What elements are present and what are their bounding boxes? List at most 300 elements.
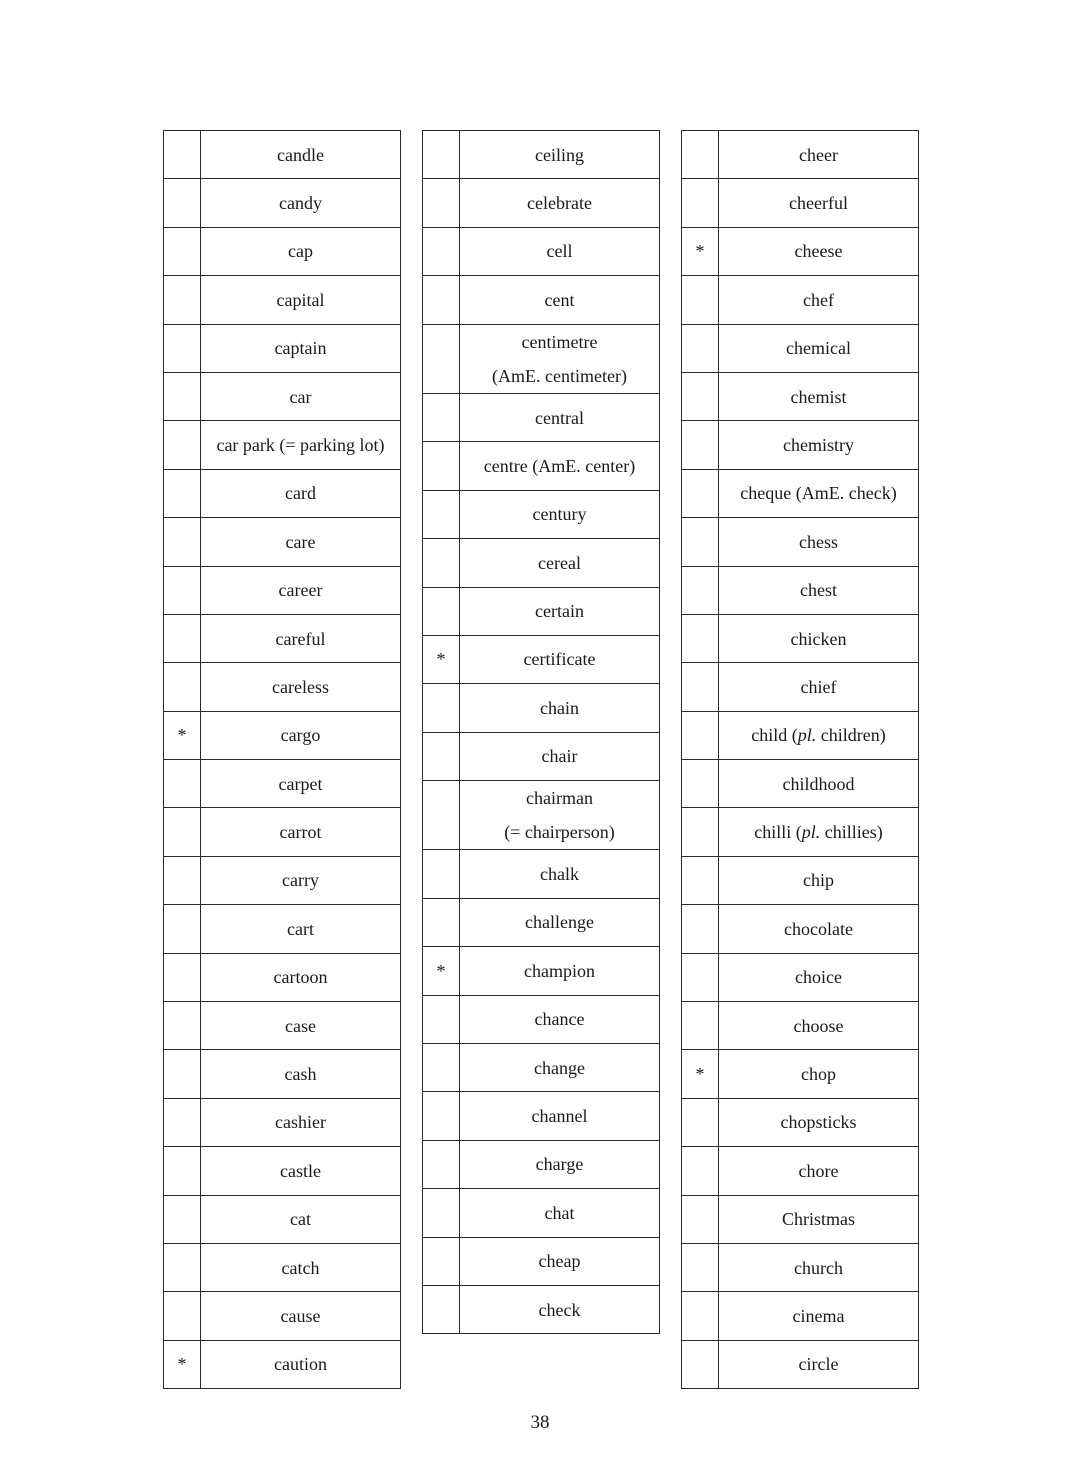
vocab-word-cell <box>719 1002 919 1050</box>
vocab-word-cell <box>460 1285 660 1333</box>
vocab-row <box>164 421 401 469</box>
vocab-row <box>682 469 919 517</box>
vocab-word: chess <box>799 531 838 552</box>
vocab-word-cell <box>719 760 919 808</box>
vocab-word: carrot <box>279 822 322 843</box>
vocab-row <box>682 1243 919 1291</box>
asterisk-mark-cell <box>164 614 201 662</box>
vocab-row <box>164 131 401 179</box>
vocab-row <box>164 711 401 759</box>
vocab-row <box>423 684 660 732</box>
vocab-row <box>682 1340 919 1388</box>
vocab-word: charge <box>535 1154 584 1175</box>
vocab-word-cell <box>460 898 660 946</box>
vocab-word: chef <box>803 289 834 310</box>
asterisk-mark-cell <box>423 1285 460 1333</box>
asterisk-mark-cell <box>423 684 460 732</box>
asterisk-mark-cell <box>423 850 460 898</box>
vocab-row <box>682 760 919 808</box>
vocab-word-cell <box>201 566 401 614</box>
asterisk-mark-cell <box>423 1140 460 1188</box>
vocab-word: change <box>534 1057 585 1078</box>
vocab-row <box>423 635 660 683</box>
vocab-word: centimetre <box>521 331 598 352</box>
vocab-word: cart <box>287 918 314 939</box>
vocab-word-cell <box>719 905 919 953</box>
asterisk-mark-cell <box>682 760 719 808</box>
asterisk-mark-cell <box>423 898 460 946</box>
asterisk-mark-cell: * <box>682 1050 719 1098</box>
vocab-word-cell <box>201 856 401 904</box>
asterisk-mark-cell <box>164 1243 201 1291</box>
asterisk-mark-cell: * <box>164 1340 201 1388</box>
asterisk-mark-cell <box>164 131 201 179</box>
asterisk-mark-cell <box>423 1237 460 1285</box>
vocab-word-cell <box>460 393 660 441</box>
vocab-row <box>682 421 919 469</box>
asterisk-mark-cell <box>423 227 460 275</box>
vocab-word: (AmE. centimeter) <box>492 365 627 386</box>
vocab-row <box>682 1050 919 1098</box>
vocab-word-cell <box>201 518 401 566</box>
vocab-word-cell <box>201 421 401 469</box>
vocab-row <box>423 539 660 587</box>
asterisk-mark-cell <box>682 1243 719 1291</box>
vocab-word: cinema <box>792 1305 845 1326</box>
vocab-word-cell <box>719 518 919 566</box>
vocab-word: ceiling <box>535 144 584 165</box>
vocab-row <box>682 953 919 1001</box>
vocab-word-cell <box>460 1189 660 1237</box>
asterisk-mark-cell <box>682 663 719 711</box>
vocab-word-cell <box>719 1243 919 1291</box>
asterisk-mark-cell <box>423 324 460 393</box>
vocab-row <box>682 566 919 614</box>
asterisk-mark-cell <box>423 179 460 227</box>
asterisk-mark-cell <box>164 469 201 517</box>
vocab-row <box>164 953 401 1001</box>
vocab-row <box>164 905 401 953</box>
vocab-word: cargo <box>280 725 321 746</box>
vocab-word-cell <box>460 324 660 393</box>
vocab-word: cause <box>280 1305 321 1326</box>
vocab-word-cell <box>719 856 919 904</box>
vocab-word-cell <box>201 1050 401 1098</box>
vocab-row <box>164 614 401 662</box>
vocab-word: chicken <box>790 628 847 649</box>
vocab-row <box>682 1292 919 1340</box>
vocab-word: church <box>794 1257 843 1278</box>
vocab-word: car park (= parking lot) <box>216 434 385 455</box>
vocab-word: champion <box>524 960 595 981</box>
vocab-word-cell <box>201 1292 401 1340</box>
vocab-word-cell <box>719 227 919 275</box>
asterisk-mark-cell <box>682 711 719 759</box>
vocab-row <box>423 1237 660 1285</box>
vocab-word-cell <box>460 1044 660 1092</box>
asterisk-mark-cell <box>682 614 719 662</box>
vocab-word-cell <box>719 711 919 759</box>
vocab-word-cell <box>201 663 401 711</box>
vocab-row <box>423 442 660 490</box>
vocab-row <box>682 1147 919 1195</box>
vocab-row <box>164 324 401 372</box>
vocab-word: cheese <box>794 241 843 262</box>
vocab-row <box>423 1189 660 1237</box>
vocab-row <box>164 566 401 614</box>
vocab-word: choose <box>793 1015 844 1036</box>
vocab-row <box>423 587 660 635</box>
vocab-word-cell <box>719 1050 919 1098</box>
asterisk-mark-cell <box>682 566 719 614</box>
vocab-row <box>423 131 660 179</box>
vocab-word: cereal <box>538 552 581 573</box>
asterisk-mark-cell <box>423 587 460 635</box>
asterisk-mark-cell <box>682 1147 719 1195</box>
vocab-word: chilli (pl. chillies) <box>754 822 883 843</box>
vocab-word: chop <box>801 1064 836 1085</box>
asterisk-mark-cell <box>164 324 201 372</box>
asterisk-mark-cell <box>164 1147 201 1195</box>
vocab-word: chemist <box>790 386 847 407</box>
vocab-row <box>164 469 401 517</box>
asterisk-mark-cell <box>164 227 201 275</box>
vocab-row <box>164 1002 401 1050</box>
vocab-word-cell <box>201 131 401 179</box>
vocab-word: check <box>538 1299 581 1320</box>
vocab-word-cell <box>460 635 660 683</box>
vocab-word-cell <box>460 131 660 179</box>
vocab-word: cheap <box>538 1251 581 1272</box>
vocab-word-cell <box>201 372 401 420</box>
vocab-row <box>423 393 660 441</box>
asterisk-mark-cell <box>164 905 201 953</box>
vocab-row <box>682 614 919 662</box>
vocab-word: chat <box>544 1202 575 1223</box>
vocab-word-cell <box>719 276 919 324</box>
vocab-row <box>682 227 919 275</box>
vocab-row <box>423 1285 660 1333</box>
vocab-word-cell <box>460 442 660 490</box>
vocab-row <box>682 1098 919 1146</box>
asterisk-mark-cell <box>164 760 201 808</box>
asterisk-mark-cell <box>164 1098 201 1146</box>
page-number: 38 <box>530 1412 550 1433</box>
vocab-word: case <box>285 1015 316 1036</box>
vocab-word-cell <box>719 1147 919 1195</box>
vocab-word: chance <box>534 1009 585 1030</box>
asterisk-mark-cell <box>164 518 201 566</box>
vocab-word-cell <box>460 179 660 227</box>
vocab-word-cell <box>460 490 660 538</box>
vocab-word: carpet <box>278 773 323 794</box>
vocab-word-cell <box>460 995 660 1043</box>
vocab-row <box>423 1092 660 1140</box>
vocab-row <box>682 324 919 372</box>
vocab-word: candle <box>277 144 324 165</box>
vocab-row <box>164 1340 401 1388</box>
vocab-word-cell <box>201 227 401 275</box>
vocab-word-cell <box>719 614 919 662</box>
vocab-word: caution <box>274 1354 327 1375</box>
asterisk-mark-cell <box>164 953 201 1001</box>
asterisk-mark-cell <box>164 856 201 904</box>
vocab-word-cell <box>201 1340 401 1388</box>
vocab-word: chemistry <box>783 434 854 455</box>
vocab-word-cell <box>460 227 660 275</box>
asterisk-mark-cell <box>682 953 719 1001</box>
vocab-table-3 <box>681 130 919 1389</box>
vocab-word-cell <box>719 566 919 614</box>
vocab-word: chore <box>798 1160 839 1181</box>
vocab-word-cell <box>201 905 401 953</box>
asterisk-mark-cell <box>682 905 719 953</box>
asterisk-mark-cell <box>423 781 460 850</box>
asterisk-mark-cell <box>682 179 719 227</box>
vocab-word-cell <box>719 469 919 517</box>
asterisk-mark-cell <box>682 421 719 469</box>
vocab-row <box>423 179 660 227</box>
vocab-row <box>682 905 919 953</box>
vocab-word: child (pl. children) <box>751 725 886 746</box>
vocab-word: capital <box>276 289 325 310</box>
vocab-word: cent <box>544 289 575 310</box>
vocab-row <box>682 131 919 179</box>
asterisk-mark-cell <box>423 1189 460 1237</box>
vocab-word: care <box>285 531 316 552</box>
vocab-word-cell <box>460 1237 660 1285</box>
asterisk-mark-cell <box>682 324 719 372</box>
vocab-row <box>423 898 660 946</box>
vocab-row <box>164 1195 401 1243</box>
vocab-row <box>682 1002 919 1050</box>
vocab-row <box>423 995 660 1043</box>
asterisk-mark-cell: * <box>423 635 460 683</box>
vocab-word: cat <box>290 1209 311 1230</box>
vocab-row <box>164 518 401 566</box>
vocab-word-cell <box>201 179 401 227</box>
vocab-word: Christmas <box>781 1209 855 1230</box>
vocab-word-cell <box>719 179 919 227</box>
vocab-word: central <box>535 407 584 428</box>
asterisk-mark-cell <box>682 1292 719 1340</box>
asterisk-mark-cell <box>164 808 201 856</box>
asterisk-mark-cell <box>682 808 719 856</box>
asterisk-mark-cell <box>423 1044 460 1092</box>
vocab-word-cell <box>719 1340 919 1388</box>
vocab-word-cell <box>719 324 919 372</box>
vocab-word: celebrate <box>527 192 592 213</box>
vocab-row <box>164 1243 401 1291</box>
vocab-row <box>423 850 660 898</box>
vocab-word: card <box>285 483 316 504</box>
vocab-word-cell <box>201 614 401 662</box>
asterisk-mark-cell <box>682 372 719 420</box>
vocab-word-cell <box>460 850 660 898</box>
vocab-word-cell <box>201 276 401 324</box>
vocab-word: cheque (AmE. check) <box>740 483 897 504</box>
asterisk-mark-cell <box>164 1002 201 1050</box>
vocab-word-cell <box>460 732 660 780</box>
vocab-word: cheerful <box>789 192 848 213</box>
vocab-row <box>682 1195 919 1243</box>
vocab-word-cell <box>460 947 660 995</box>
asterisk-mark-cell <box>682 1195 719 1243</box>
vocab-word-cell <box>460 276 660 324</box>
vocab-word: careless <box>272 676 329 697</box>
vocab-row <box>423 276 660 324</box>
vocab-word: cartoon <box>273 967 328 988</box>
asterisk-mark-cell <box>164 1050 201 1098</box>
vocab-row <box>164 276 401 324</box>
asterisk-mark-cell <box>164 1195 201 1243</box>
vocab-word: channel <box>531 1105 588 1126</box>
vocab-word: cell <box>546 241 573 262</box>
vocab-word: circle <box>798 1354 839 1375</box>
vocab-row <box>682 276 919 324</box>
vocab-word: carry <box>282 870 319 891</box>
asterisk-mark-cell <box>164 179 201 227</box>
vocab-word: certificate <box>523 649 596 670</box>
asterisk-mark-cell <box>682 1002 719 1050</box>
vocab-word: choice <box>795 967 842 988</box>
vocab-row <box>164 227 401 275</box>
vocab-word-cell <box>719 663 919 711</box>
vocab-word: chalk <box>540 864 579 885</box>
vocab-word: chocolate <box>784 918 853 939</box>
vocab-row <box>423 227 660 275</box>
asterisk-mark-cell <box>423 442 460 490</box>
asterisk-mark-cell <box>164 372 201 420</box>
asterisk-mark-cell <box>164 1292 201 1340</box>
vocab-word: chairman <box>526 788 593 809</box>
vocab-word-cell <box>719 1195 919 1243</box>
vocab-word-cell <box>719 1098 919 1146</box>
vocab-row <box>164 1050 401 1098</box>
vocab-row <box>164 663 401 711</box>
vocab-word-cell <box>719 953 919 1001</box>
vocab-word-cell <box>460 539 660 587</box>
vocab-word-cell <box>460 1140 660 1188</box>
asterisk-mark-cell <box>423 276 460 324</box>
vocab-row <box>164 1098 401 1146</box>
vocab-word: chip <box>803 870 834 891</box>
vocab-word: centre (AmE. center) <box>483 455 636 476</box>
vocab-word: chopsticks <box>780 1112 857 1133</box>
vocab-row <box>682 372 919 420</box>
vocab-word: certain <box>535 601 584 622</box>
vocab-word: cap <box>288 241 313 262</box>
vocab-word-cell <box>719 1292 919 1340</box>
vocab-word-cell <box>719 421 919 469</box>
vocab-word: chief <box>800 676 837 697</box>
vocab-word-cell <box>460 587 660 635</box>
asterisk-mark-cell <box>423 1092 460 1140</box>
asterisk-mark-cell: * <box>682 227 719 275</box>
asterisk-mark-cell <box>164 663 201 711</box>
vocab-word-cell <box>201 1002 401 1050</box>
vocab-row <box>682 179 919 227</box>
vocab-word-cell <box>201 1243 401 1291</box>
vocab-word: cashier <box>275 1112 326 1133</box>
vocab-row <box>682 663 919 711</box>
vocab-row <box>164 372 401 420</box>
vocab-word-cell <box>460 1092 660 1140</box>
vocab-word: cash <box>284 1064 317 1085</box>
vocab-row <box>164 1292 401 1340</box>
vocab-word-cell <box>719 372 919 420</box>
vocab-word: careful <box>275 628 326 649</box>
vocab-table-1 <box>163 130 401 1389</box>
vocab-word: challenge <box>525 912 594 933</box>
vocab-row <box>164 808 401 856</box>
vocab-row <box>164 856 401 904</box>
vocab-word-cell <box>201 808 401 856</box>
vocab-word-cell <box>201 324 401 372</box>
vocab-word: captain <box>274 338 327 359</box>
vocab-word: career <box>278 580 323 601</box>
vocab-word: childhood <box>782 773 855 794</box>
vocab-row <box>423 732 660 780</box>
asterisk-mark-cell <box>423 539 460 587</box>
vocab-word-cell <box>201 1195 401 1243</box>
asterisk-mark-cell <box>682 1098 719 1146</box>
vocab-word: (= chairperson) <box>504 822 615 843</box>
vocab-word: candy <box>279 192 322 213</box>
asterisk-mark-cell <box>164 421 201 469</box>
vocab-word-cell <box>460 684 660 732</box>
vocab-row <box>682 856 919 904</box>
asterisk-mark-cell <box>423 393 460 441</box>
vocab-row <box>164 1147 401 1195</box>
vocab-row <box>682 518 919 566</box>
vocab-word-cell <box>201 1147 401 1195</box>
vocab-word-cell <box>460 781 660 850</box>
vocab-row <box>164 760 401 808</box>
asterisk-mark-cell <box>682 276 719 324</box>
asterisk-mark-cell <box>682 131 719 179</box>
vocab-row <box>164 179 401 227</box>
vocab-word-cell <box>719 131 919 179</box>
asterisk-mark-cell <box>164 276 201 324</box>
vocab-word: chemical <box>786 338 851 359</box>
vocab-word-cell <box>201 711 401 759</box>
vocab-word: cheer <box>799 144 838 165</box>
vocab-table-2 <box>422 130 660 1334</box>
vocab-word: century <box>532 504 587 525</box>
asterisk-mark-cell: * <box>423 947 460 995</box>
vocab-word: chair <box>541 746 578 767</box>
vocab-word-cell <box>201 1098 401 1146</box>
asterisk-mark-cell <box>682 469 719 517</box>
vocab-row <box>423 490 660 538</box>
vocab-word: car <box>289 386 312 407</box>
asterisk-mark-cell <box>164 566 201 614</box>
vocab-row <box>682 711 919 759</box>
vocab-word-cell <box>719 808 919 856</box>
vocab-row <box>423 1044 660 1092</box>
asterisk-mark-cell <box>682 856 719 904</box>
asterisk-mark-cell <box>423 490 460 538</box>
asterisk-mark-cell <box>682 518 719 566</box>
asterisk-mark-cell: * <box>164 711 201 759</box>
vocab-word-cell <box>201 469 401 517</box>
vocab-word: catch <box>281 1257 320 1278</box>
asterisk-mark-cell <box>682 1340 719 1388</box>
vocab-row <box>423 947 660 995</box>
vocab-word: chest <box>800 580 837 601</box>
asterisk-mark-cell <box>423 131 460 179</box>
